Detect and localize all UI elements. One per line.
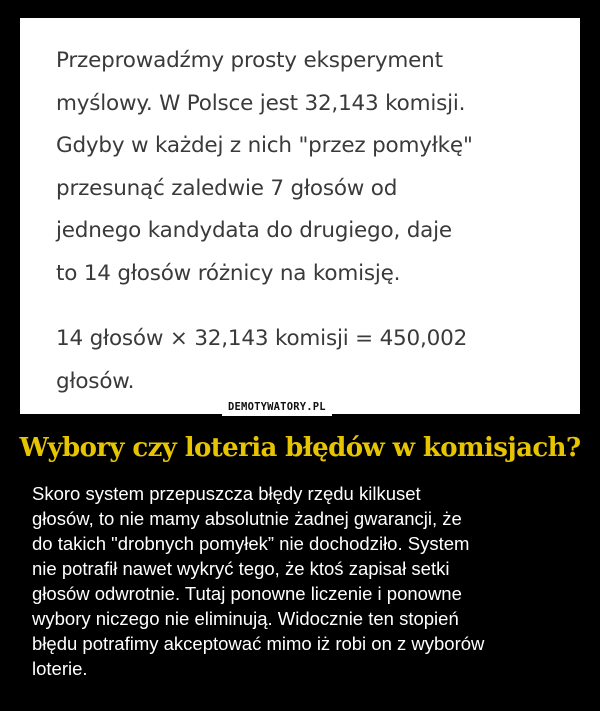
watermark-logo: DEMOTYWATORY.PL [222, 398, 332, 416]
panel-paragraph-1 [56, 40, 566, 295]
description-line: błędu potrafimy akceptować mimo iż robi on z wyborów [32, 633, 485, 654]
panel-text-line: głosów. [56, 368, 135, 394]
description-line: głosów odwrotnie. Tutaj ponowne liczenie i ponowne [32, 583, 462, 604]
description-line: do takich "drobnych pomyłek” nie dochodziło. System [32, 533, 470, 554]
panel-paragraph-2 [56, 318, 566, 403]
description-line: głosów, to nie mamy absolutnie żadnej gwarancji, że [32, 508, 462, 529]
panel-text-line: jednego kandydata do drugiego, daje [56, 218, 452, 243]
panel-text-line: 14 głosów × 32,143 komisji = 450,002 [56, 326, 468, 351]
panel-text-line: to 14 głosów różnicy na komisję. [56, 260, 401, 286]
description-line: nie potrafił nawet wykryć tego, że ktoś zapisał setki [32, 558, 450, 579]
panel-text-line: przesunąć zaledwie 7 głosów od [56, 175, 398, 201]
description-line: Skoro system przepuszcza błędy rzędu kilkuset [32, 483, 421, 504]
panel-text-line: Przeprowadźmy prosty eksperyment [56, 48, 443, 73]
description-line: wybory niczego nie eliminują. Widocznie ten stopień [32, 608, 459, 629]
panel-text [56, 40, 566, 403]
panel-text-line: Gdyby w każdej z nich "przez pomyłkę" [56, 133, 473, 158]
page-title: Wybory czy loteria błędów w komisjach? [19, 433, 581, 463]
image-panel [20, 18, 580, 414]
description-text [32, 481, 572, 681]
panel-text-line: myślowy. W Polsce jest 32,143 komisji. [56, 90, 466, 116]
description-line: loterie. [32, 658, 88, 679]
